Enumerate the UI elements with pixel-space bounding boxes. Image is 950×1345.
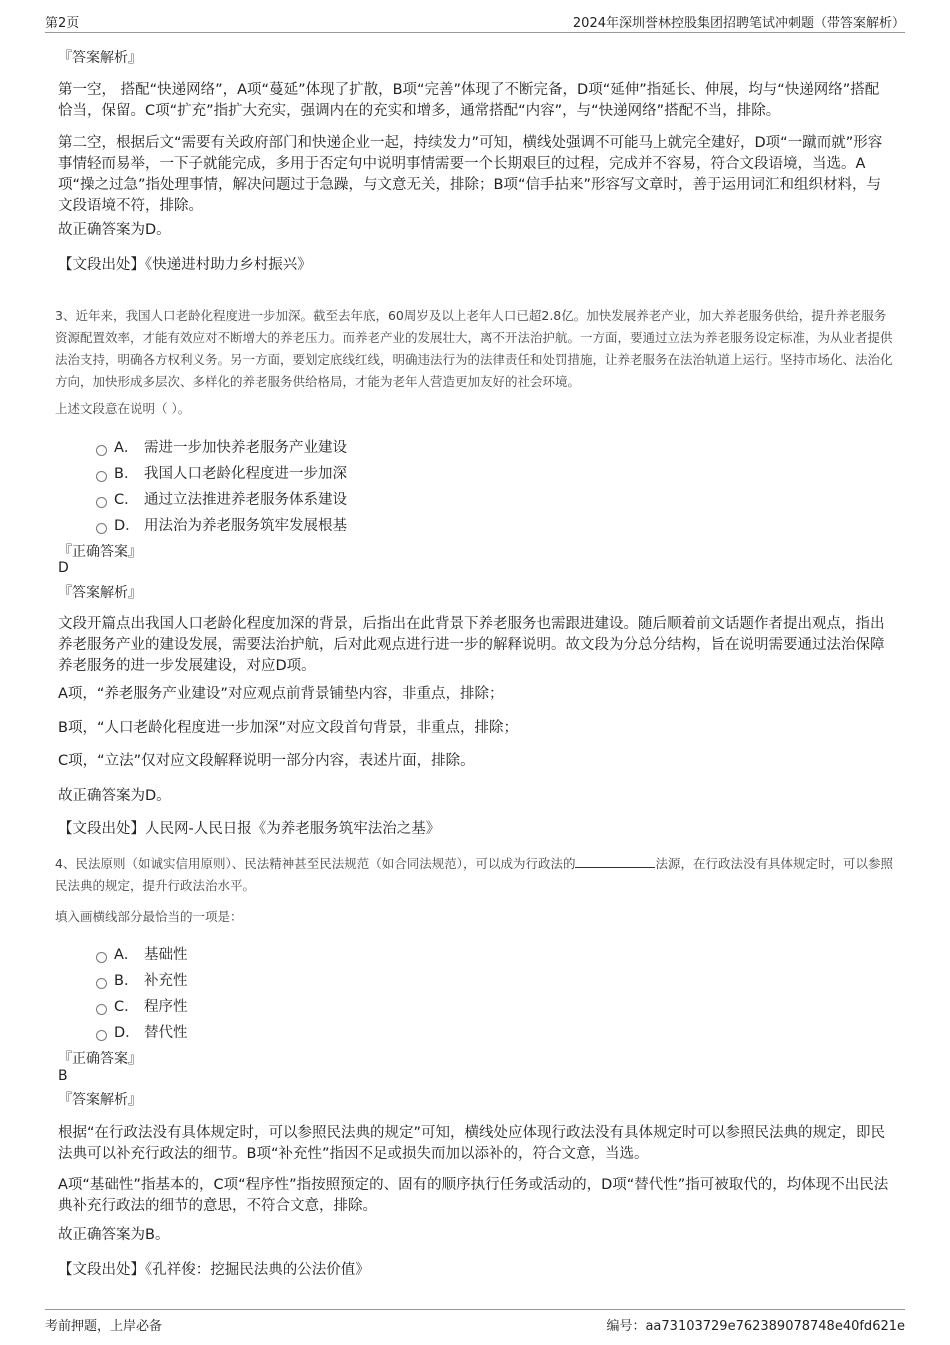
q4-analysis-label: 『答案解析』 bbox=[58, 1092, 142, 1108]
q4-source: 【文段出处】《孔祥俊：挖掘民法典的公法价值》 bbox=[58, 1262, 370, 1278]
page-number: 第2页 bbox=[45, 16, 80, 31]
radio-icon[interactable] bbox=[96, 445, 107, 456]
q3-option-b[interactable] bbox=[96, 462, 347, 483]
q3-analysis-p2: A项，“养老服务产业建设”对应观点前背景铺垫内容，非重点，排除； bbox=[58, 686, 504, 702]
q4-option-c[interactable] bbox=[96, 995, 188, 1016]
page-header bbox=[45, 10, 905, 33]
q3-analysis-p4: C项，“立法”仅对应文段解释说明一部分内容，表述片面，排除。 bbox=[58, 753, 475, 769]
option-text: 程序性 bbox=[144, 999, 188, 1015]
q4-passage bbox=[55, 853, 893, 897]
q4-prompt: 填入画横线部分最恰当的一项是： bbox=[55, 909, 243, 924]
option-text: 我国人口老龄化程度进一步加深 bbox=[144, 466, 347, 482]
q4-conclusion: 故正确答案为B。 bbox=[58, 1227, 170, 1243]
q4-passage-part2: 法源，在行政法没有具体规定时，可以参照民法典的规定，提升行政法治水平。 bbox=[55, 856, 893, 893]
option-key: D． bbox=[114, 518, 140, 534]
fill-in-blank bbox=[575, 853, 655, 868]
q3-analysis-p3: B项，“人口老龄化程度进一步加深”对应文段首句背景，非重点，排除； bbox=[58, 720, 518, 736]
q4-option-a[interactable] bbox=[96, 943, 188, 964]
option-text: 需进一步加快养老服务产业建设 bbox=[144, 440, 347, 456]
q3-prompt: 上述文段意在说明（ ）。 bbox=[55, 401, 191, 416]
q3-analysis-label: 『答案解析』 bbox=[58, 585, 142, 601]
q3-correct-answer: D bbox=[58, 560, 69, 576]
option-key: B． bbox=[114, 973, 139, 989]
option-text: 通过立法推进养老服务体系建设 bbox=[144, 492, 347, 508]
q3-option-d[interactable] bbox=[96, 514, 347, 535]
q4-option-b[interactable] bbox=[96, 969, 188, 990]
radio-icon[interactable] bbox=[96, 523, 107, 534]
option-text: 替代性 bbox=[144, 1025, 188, 1041]
q2-analysis-p2: 第二空，根据后文“需要有关政府部门和快递企业一起，持续发力”可知，横线处强调不可能马上就完全建好，D项“一蹴而就”形容事情轻而易举，一下子就能完成，多用于否定句中说明事情需要一个长期艰巨的过程，完成并不容易，符合文段语境，当选。A项“操之过急”指处理事情，解决问题过于急躁，与文意无关，排除；B项“信手拈来”形容写文章时，善于运用词汇和组织材料，与文段语境不符，排除。 bbox=[58, 135, 883, 214]
option-key: C． bbox=[114, 492, 139, 508]
q3-option-c[interactable] bbox=[96, 488, 347, 509]
q3-passage: 3、近年来，我国人口老龄化程度进一步加深。截至去年底，60周岁及以上老年人口已超2.8亿。加快发展养老产业，加大养老服务供给，提升养老服务资源配置效率，才能有效应对不断增大的养老压力。而养老产业的发展壮大，离不开法治护航。一方面，要通过立法为养老服务设定标准，为从业者提供法治支持，明确各方权利义务。另一方面，要划定底线红线，明确违法行为的法律责任和处罚措施，让养老服务在法治轨道上运行。坚持市场化、法治化方向，加快形成多层次、多样化的养老服务供给格局，才能为老年人营造更加友好的社会环境。 bbox=[55, 308, 893, 389]
q4-analysis-p1: 根据“在行政法没有具体规定时，可以参照民法典的规定”可知，横线处应体现行政法没有具体规定时可以参照民法典的规定，即民法典可以补充行政法的细节。B项“补充性”指因不足或损失而加以添补的，符合文意，当选。 bbox=[58, 1125, 886, 1162]
option-text: 补充性 bbox=[144, 973, 188, 989]
option-key: B． bbox=[114, 466, 139, 482]
footer-slogan: 考前押题，上岸必备 bbox=[45, 1319, 163, 1334]
radio-icon[interactable] bbox=[96, 952, 107, 963]
option-key: A． bbox=[114, 440, 139, 456]
option-key: D． bbox=[114, 1025, 140, 1041]
q4-correct-answer: B bbox=[58, 1068, 68, 1084]
page-footer bbox=[45, 1309, 905, 1334]
radio-icon[interactable] bbox=[96, 1030, 107, 1041]
q2-conclusion: 故正确答案为D。 bbox=[58, 222, 171, 238]
q3-source: 【文段出处】人民网-人民日报《为养老服务筑牢法治之基》 bbox=[58, 821, 441, 837]
radio-icon[interactable] bbox=[96, 978, 107, 989]
document-code: 编号：aa73103729e762389078748e40fd621e bbox=[606, 1319, 905, 1334]
q2-source: 【文段出处】《快递进村助力乡村振兴》 bbox=[58, 257, 312, 273]
option-text: 基础性 bbox=[144, 947, 188, 963]
option-key: C． bbox=[114, 999, 139, 1015]
q2-analysis-p1: 第一空， 搭配“快递网络”，A项“蔓延”体现了扩散，B项“完善”体现了不断完备，D项“延伸”指延长、伸展，均与“快递网络”搭配恰当，保留。C项“扩充”指扩大充实，强调内在的充实和增多，通常搭配“内容”，与“快递网络”搭配不当，排除。 bbox=[58, 82, 880, 119]
q4-analysis-p2: A项“基础性”指基本的，C项“程序性”指按照预定的、固有的顺序执行任务或活动的，D项“替代性”指可被取代的，均体现不出民法典补充行政法的细节的意思，不符合文意，排除。 bbox=[58, 1177, 889, 1214]
q3-conclusion: 故正确答案为D。 bbox=[58, 788, 171, 804]
q3-analysis-p1: 文段开篇点出我国人口老龄化程度加深的背景，后指出在此背景下养老服务也需跟进建设。随后顺着前文话题作者提出观点，指出养老服务产业的建设发展，需要法治护航，后对此观点进行进一步的解释说明。故文段为分总分结构，旨在说明需要通过法治保障养老服务的进一步发展建设，对应D项。 bbox=[58, 616, 885, 674]
q3-option-a[interactable] bbox=[96, 436, 347, 457]
q4-option-d[interactable] bbox=[96, 1021, 188, 1042]
option-text: 用法治为养老服务筑牢发展根基 bbox=[144, 518, 347, 534]
radio-icon[interactable] bbox=[96, 1004, 107, 1015]
q4-correct-label: 『正确答案』 bbox=[58, 1051, 142, 1067]
radio-icon[interactable] bbox=[96, 471, 107, 482]
document-title: 2024年深圳誉林控股集团招聘笔试冲刺题（带答案解析） bbox=[572, 16, 905, 31]
q4-passage-part1: 4、民法原则（如诚实信用原则）、民法精神甚至民法规范（如合同法规范），可以成为行政法的 bbox=[55, 856, 576, 871]
radio-icon[interactable] bbox=[96, 497, 107, 508]
option-key: A． bbox=[114, 947, 139, 963]
q3-correct-label: 『正确答案』 bbox=[58, 544, 142, 560]
q2-analysis-label: 『答案解析』 bbox=[58, 50, 142, 66]
